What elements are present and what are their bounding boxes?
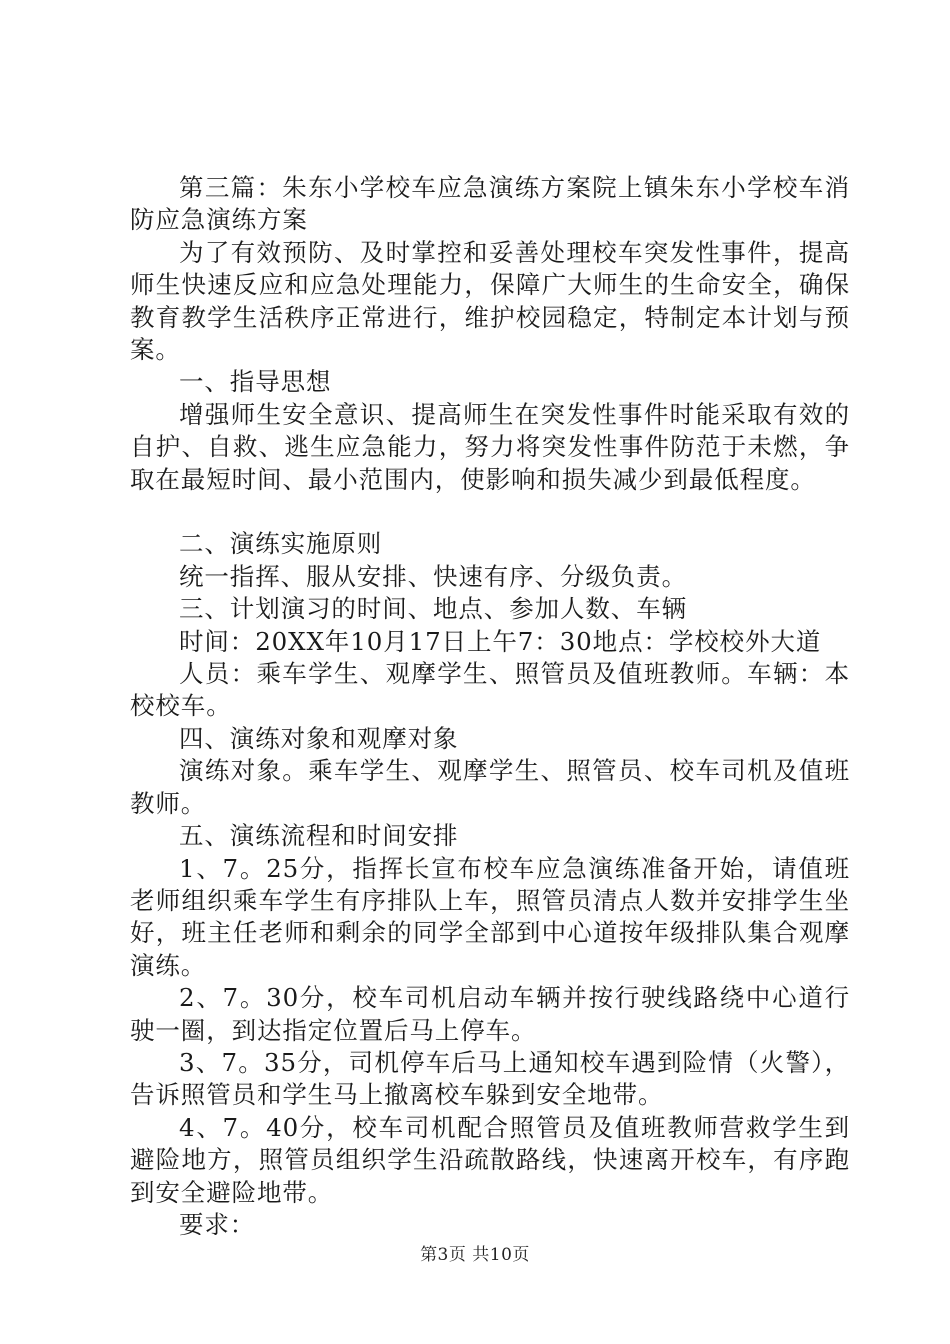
process-step-2: 2、7。30分，校车司机启动车辆并按行驶线路绕中心道行驶一圈，到达指定位置后马上停车。 <box>130 983 850 1045</box>
requirements-heading: 要求： <box>179 1209 256 1239</box>
heading-drill-principles: 二、演练实施原则 <box>179 529 383 559</box>
process-step-1: 1、7。25分，指挥长宣布校车应急演练准备开始，请值班老师组织乘车学生有序排队上车，照管员清点人数并安排学生坐好，班主任老师和剩余的同学全部到中心道按年级排队集合观摩演练。 <box>130 853 850 980</box>
page-number-footer: 第3页 共10页 <box>420 1245 530 1265</box>
heading-guiding-thought: 一、指导思想 <box>179 367 332 397</box>
process-step-3: 3、7。35分，司机停车后马上通知校车遇到险情（火警），告诉照管员和学生马上撤离校车躲到安全地带。 <box>130 1047 850 1110</box>
guiding-thought-paragraph: 增强师生安全意识、提高师生在突发性事件时能采取有效的自护、自救、逃生应急能力，努力将突发性事件防范于未燃，争取在最短时间、最小范围内，使影响和损失减少到最低程度。 <box>130 399 850 494</box>
personnel-paragraph: 人员：乘车学生、观摩学生、照管员及值班教师。车辆：本校校车。 <box>130 659 850 721</box>
drill-principles-paragraph: 统一指挥、服从安排、快速有序、分级负责。 <box>179 561 687 591</box>
document-body <box>130 172 850 1241</box>
section-title: 第三篇：朱东小学校车应急演练方案院上镇朱东小学校车消防应急演练方案 <box>130 173 850 235</box>
heading-drill-targets: 四、演练对象和观摩对象 <box>179 723 459 753</box>
heading-drill-process: 五、演练流程和时间安排 <box>179 821 459 851</box>
time-place-paragraph: 时间：20XX年10月17日上午7：30地点：学校校外大道 <box>179 626 822 656</box>
process-step-4: 4、7。40分，校车司机配合照管员及值班教师营救学生到避险地方，照管员组织学生沿疏散路线，快速离开校车，有序跑到安全避险地带。 <box>130 1112 850 1207</box>
paragraph-spacer <box>130 496 850 528</box>
heading-time-place: 三、计划演习的时间、地点、参加人数、车辆 <box>179 594 687 624</box>
drill-targets-paragraph: 演练对象。乘车学生、观摩学生、照管员、校车司机及值班教师。 <box>130 756 850 818</box>
intro-paragraph: 为了有效预防、及时掌控和妥善处理校车突发性事件，提高师生快速反应和应急处理能力，保障广大师生的生命安全，确保教育教学生活秩序正常进行，维护校园稳定，特制定本计划与预案。 <box>130 237 850 365</box>
